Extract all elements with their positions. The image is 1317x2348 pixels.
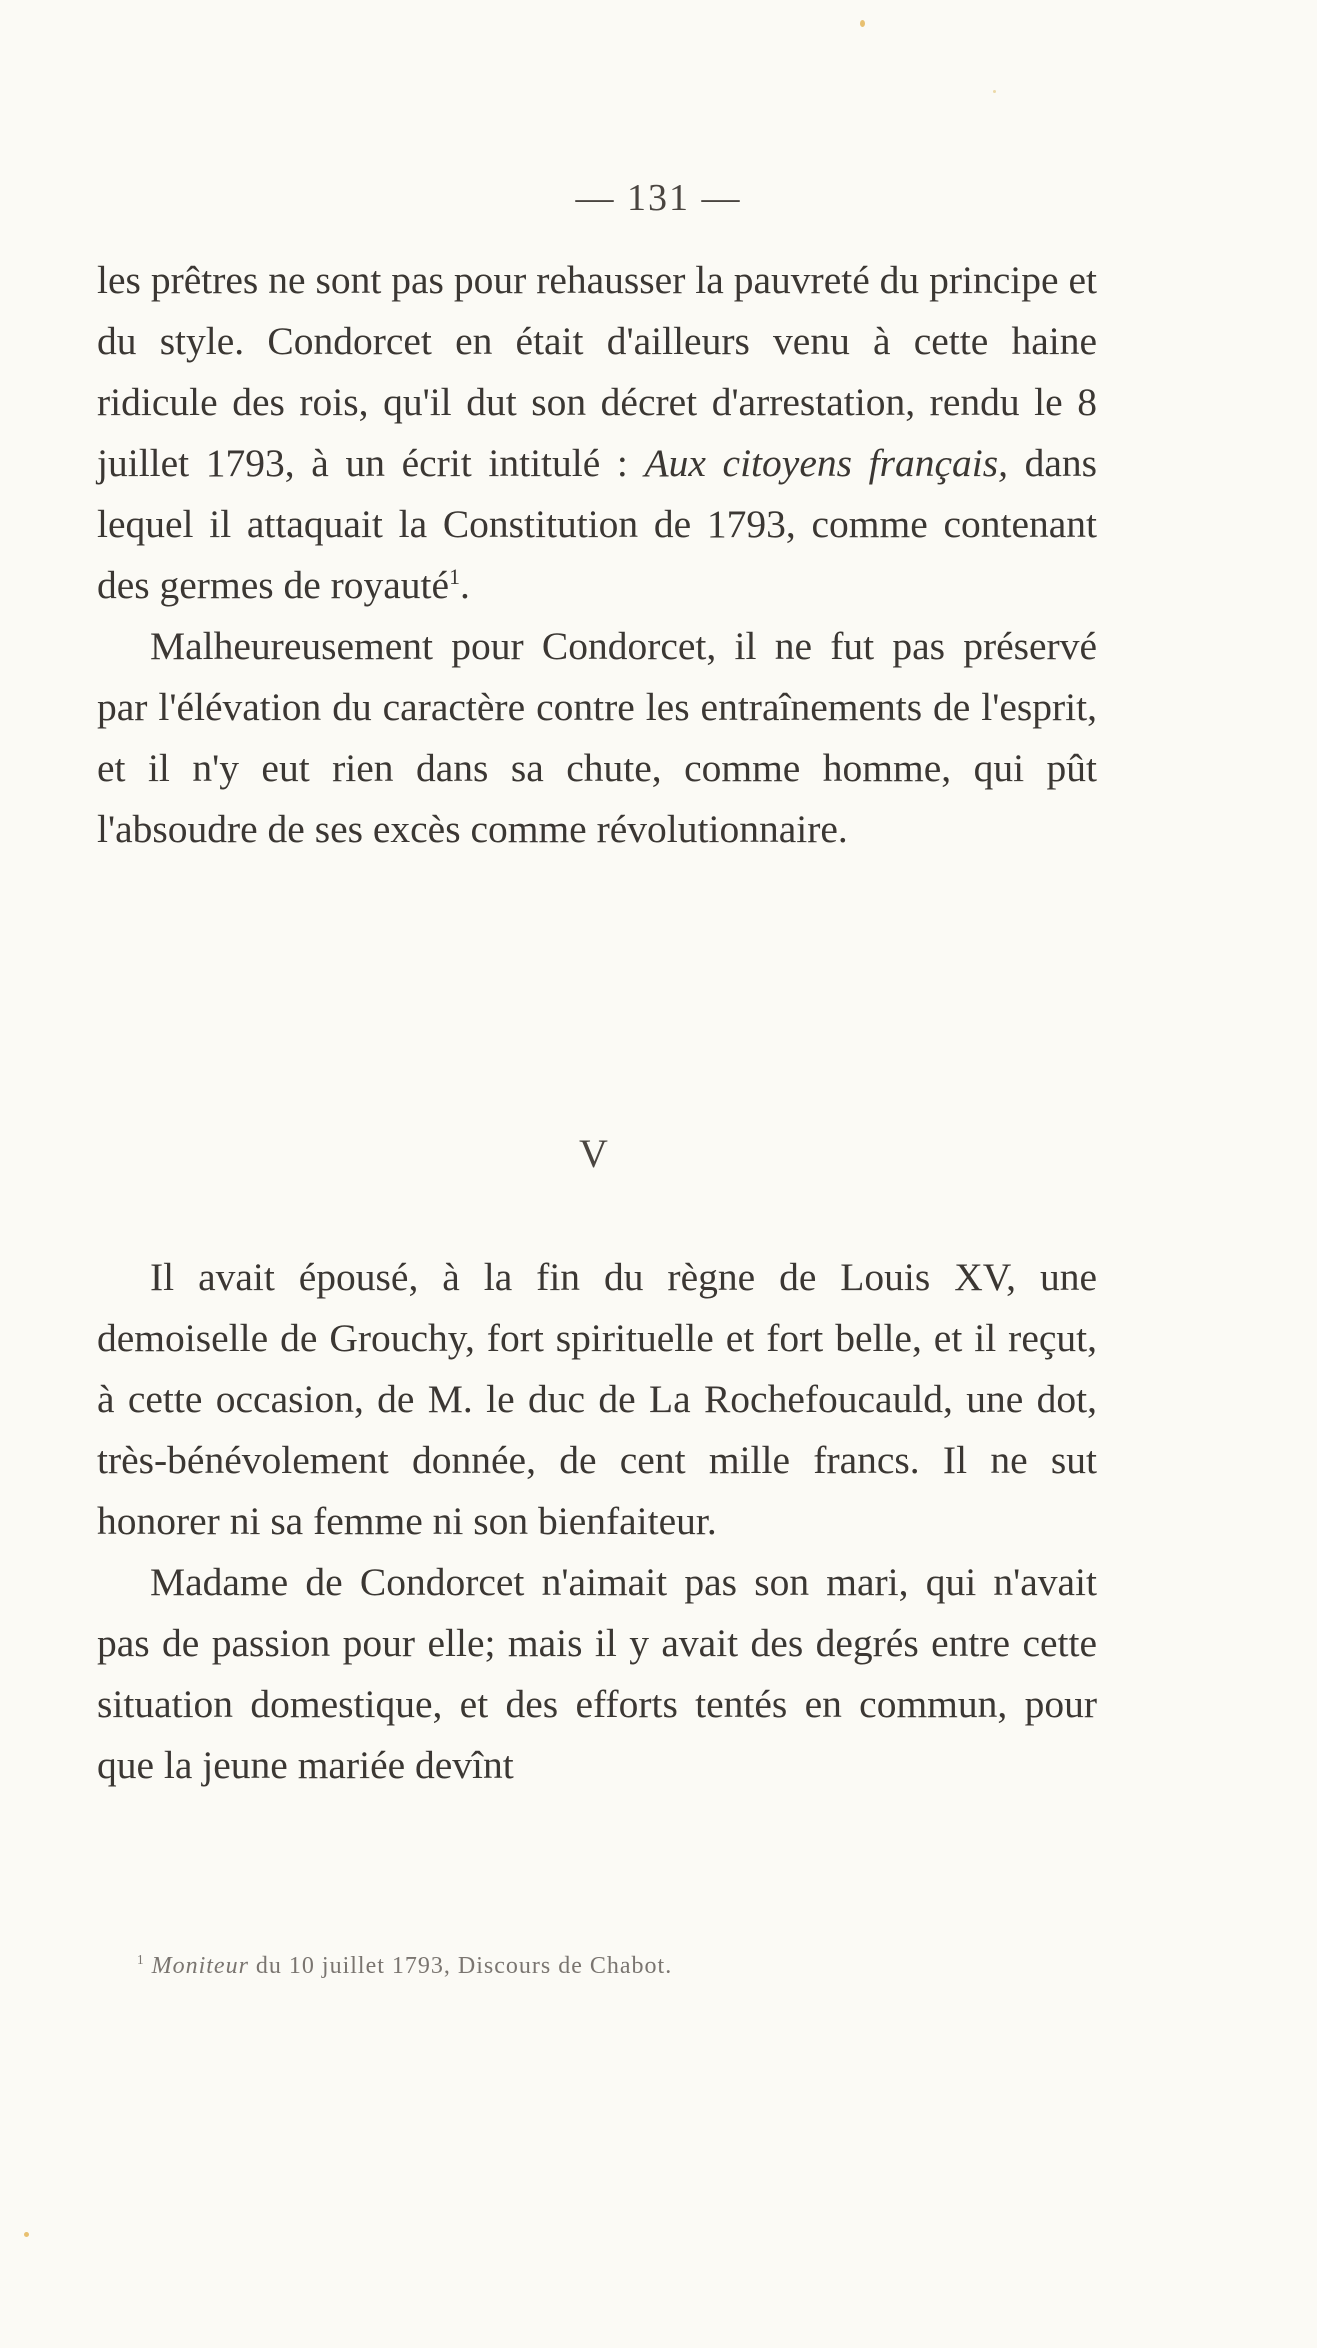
footnote	[137, 1948, 1187, 1984]
italic-title: Aux citoyens français,	[644, 441, 1008, 485]
paragraph-text: dans lequel il attaquait la Constitution de 1793, comme contenant des germes de royauté	[97, 441, 1097, 607]
paragraph: Malheureusement pour Condorcet, il ne fut pas préservé par l'élévation du caractère contre les entraînements de l'esprit, et il n'y eut rien dans sa chute, comme homme, qui pût l'absoudre de ses excès comme révolutionnaire.	[97, 624, 1097, 851]
paragraph-text: les prêtres ne sont pas pour rehausser la pauvreté du principe et du style. Condorcet en était d'ailleurs venu à cette haine ridicule des rois, qu'il dut son décret d'arrestation, rendu le 8 juillet 1793, à un écrit intitulé :	[97, 258, 1097, 485]
lower-text-block	[97, 1247, 1097, 1796]
footnote-marker: 1	[137, 1952, 145, 1967]
paragraph-continued	[97, 250, 1097, 616]
page-number: — 131 —	[575, 177, 742, 219]
upper-text-block	[97, 250, 1097, 860]
footnote-reference: 1	[449, 564, 460, 589]
paper-speck	[860, 20, 865, 27]
paper-speck	[24, 2232, 29, 2237]
paragraph-end: .	[459, 563, 470, 607]
paragraph: Madame de Condorcet n'aimait pas son mari, qui n'avait pas de passion pour elle; mais il y avait des degrés entre cette situation domestique, et des efforts tentés en commun, pour que la jeune mariée devînt	[97, 1560, 1097, 1787]
footnote-source: Moniteur	[151, 1953, 249, 1979]
section-heading: V	[579, 1131, 608, 1176]
footnote-text: du 10 juillet 1793, Discours de Chabot.	[248, 1953, 673, 1979]
paragraph: Il avait épousé, à la fin du règne de Louis XV, une demoiselle de Grouchy, fort spirituelle et fort belle, et il reçut, à cette occasion, de M. le duc de La Rochefoucauld, une dot, très-bénévolement donnée, de cent mille francs. Il ne sut honorer ni sa femme ni son bienfaiteur.	[97, 1255, 1097, 1543]
paper-speck	[993, 90, 996, 93]
